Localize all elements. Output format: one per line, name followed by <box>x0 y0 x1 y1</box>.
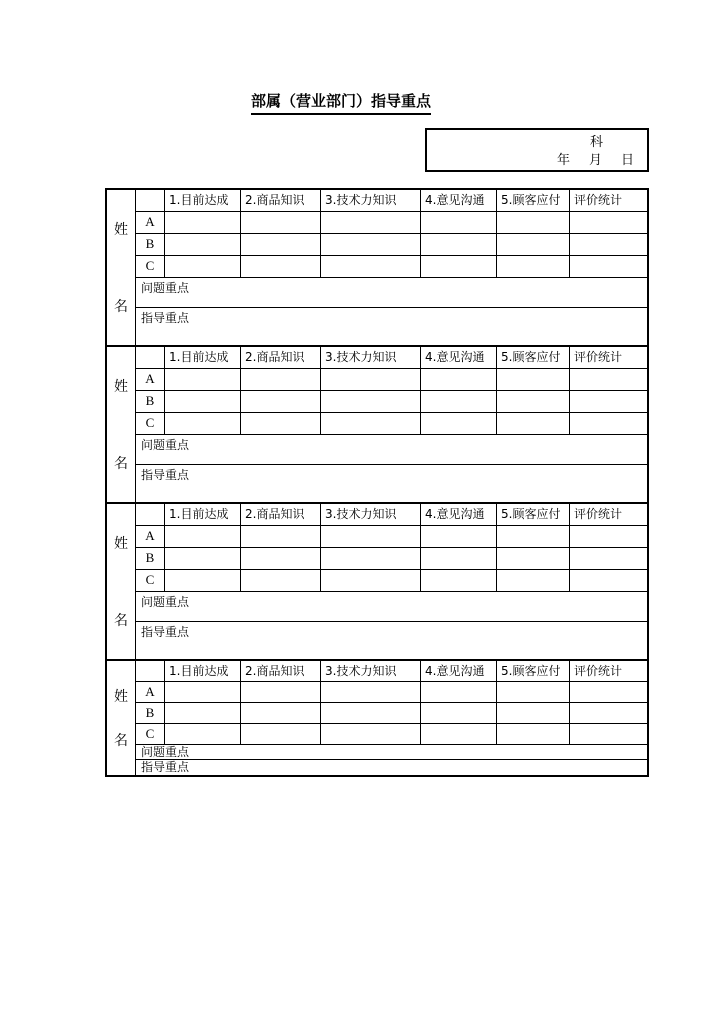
score-cell[interactable] <box>241 570 321 591</box>
column-header-communication: 4.意见沟通 <box>421 190 497 211</box>
problem-row <box>136 745 647 760</box>
column-header-customer-handling: 5.顾客应付 <box>497 504 570 525</box>
column-header-product-knowledge: 2.商品知识 <box>241 504 321 525</box>
column-header-evaluation-summary: 评价统计 <box>574 193 623 207</box>
evaluation-section <box>107 661 647 775</box>
score-cell[interactable] <box>421 570 497 591</box>
evaluation-section <box>107 504 647 661</box>
row-label-b: B <box>136 703 165 723</box>
row-label-a: A <box>136 526 165 547</box>
guidance-label: 指导重点 <box>141 625 190 639</box>
score-cell[interactable] <box>421 548 497 569</box>
evaluation-section <box>107 347 647 504</box>
score-cell[interactable] <box>421 413 497 434</box>
page-title: 部属（营业部门）指导重点 <box>251 90 431 115</box>
table-row-a <box>136 212 647 234</box>
problem-row <box>136 278 647 308</box>
section-rows <box>136 347 647 502</box>
column-header-evaluation-summary: 评价统计 <box>574 664 623 678</box>
column-header-goal: 1.目前达成 <box>165 504 241 525</box>
problem-label: 问题重点 <box>141 438 190 452</box>
score-cell[interactable] <box>497 413 570 434</box>
problem-label: 问题重点 <box>141 281 190 295</box>
column-header-product-knowledge: 2.商品知识 <box>241 347 321 368</box>
name-label-column <box>107 504 136 659</box>
corner-cell <box>136 661 165 681</box>
score-cell[interactable] <box>570 369 647 390</box>
score-cell[interactable] <box>497 682 570 702</box>
name-label-bottom: 名 <box>114 456 128 473</box>
column-header-communication: 4.意见沟通 <box>421 347 497 368</box>
score-cell[interactable] <box>321 212 421 233</box>
score-cell[interactable] <box>241 682 321 702</box>
score-cell[interactable] <box>321 256 421 277</box>
score-cell[interactable] <box>497 570 570 591</box>
score-cell[interactable] <box>570 548 647 569</box>
guidance-field[interactable] <box>136 760 647 775</box>
score-cell[interactable] <box>570 526 647 547</box>
score-cell[interactable] <box>570 703 647 723</box>
problem-row <box>136 435 647 465</box>
score-cell[interactable] <box>241 526 321 547</box>
name-label-top: 姓 <box>114 221 128 238</box>
column-header-customer-handling: 5.顾客应付 <box>497 661 570 681</box>
table-row-c <box>136 256 647 278</box>
name-label-bottom: 名 <box>114 299 128 316</box>
score-cell[interactable] <box>497 212 570 233</box>
section-rows <box>136 661 647 775</box>
score-cell[interactable] <box>421 256 497 277</box>
name-label-column <box>107 661 136 775</box>
score-cell[interactable] <box>570 391 647 412</box>
name-label-top: 姓 <box>114 688 128 705</box>
column-header-communication: 4.意见沟通 <box>421 504 497 525</box>
section-rows <box>136 504 647 659</box>
table-row-a <box>136 682 647 703</box>
problem-field[interactable] <box>136 278 647 307</box>
score-cell[interactable] <box>497 391 570 412</box>
column-header-product-knowledge: 2.商品知识 <box>241 661 321 681</box>
guidance-label: 指导重点 <box>141 468 190 482</box>
score-cell[interactable] <box>321 234 421 255</box>
score-cell[interactable] <box>321 703 421 723</box>
score-cell[interactable] <box>165 234 241 255</box>
column-header-evaluation-summary: 评价统计 <box>574 507 623 521</box>
date-label: 年 月 日 <box>556 153 637 168</box>
score-cell[interactable] <box>241 724 321 744</box>
guidance-row <box>136 308 647 345</box>
table-header-row <box>136 190 647 212</box>
column-header-technical-knowledge: 3.技术力知识 <box>321 661 421 681</box>
row-label-b: B <box>136 548 165 569</box>
score-cell[interactable] <box>321 682 421 702</box>
score-cell[interactable] <box>241 234 321 255</box>
name-label-column <box>107 190 136 345</box>
score-cell[interactable] <box>421 703 497 723</box>
table-row-c <box>136 570 647 592</box>
score-cell[interactable] <box>321 391 421 412</box>
score-cell[interactable] <box>321 548 421 569</box>
corner-cell <box>136 190 165 211</box>
problem-label: 问题重点 <box>141 745 190 759</box>
score-cell[interactable] <box>570 234 647 255</box>
score-cell[interactable] <box>241 369 321 390</box>
name-label-column <box>107 347 136 502</box>
guidance-label: 指导重点 <box>141 760 190 774</box>
score-cell[interactable] <box>570 212 647 233</box>
guidance-field[interactable] <box>136 465 647 502</box>
name-label-top: 姓 <box>114 535 128 552</box>
score-cell[interactable] <box>241 548 321 569</box>
table-header-row <box>136 504 647 526</box>
score-cell[interactable] <box>241 703 321 723</box>
table-header-row <box>136 347 647 369</box>
score-cell[interactable] <box>497 256 570 277</box>
score-cell[interactable] <box>165 682 241 702</box>
row-label-a: A <box>136 212 165 233</box>
column-header-goal: 1.目前达成 <box>165 347 241 368</box>
problem-label: 问题重点 <box>141 595 190 609</box>
column-header-goal: 1.目前达成 <box>165 190 241 211</box>
score-cell[interactable] <box>321 369 421 390</box>
name-label-top: 姓 <box>114 378 128 395</box>
section-rows <box>136 190 647 345</box>
score-cell[interactable] <box>570 682 647 702</box>
score-cell[interactable] <box>321 413 421 434</box>
date-box <box>425 128 649 172</box>
score-cell[interactable] <box>165 570 241 591</box>
evaluation-section <box>107 190 647 347</box>
table-row-a <box>136 526 647 548</box>
score-cell[interactable] <box>497 724 570 744</box>
score-cell[interactable] <box>241 413 321 434</box>
score-cell[interactable] <box>165 724 241 744</box>
score-cell[interactable] <box>241 256 321 277</box>
score-cell[interactable] <box>421 391 497 412</box>
table-row-b <box>136 391 647 413</box>
score-cell[interactable] <box>165 526 241 547</box>
column-header-product-knowledge: 2.商品知识 <box>241 190 321 211</box>
column-header-customer-handling: 5.顾客应付 <box>497 347 570 368</box>
guidance-row <box>136 622 647 659</box>
problem-field[interactable] <box>136 592 647 621</box>
row-label-b: B <box>136 391 165 412</box>
score-cell[interactable] <box>321 570 421 591</box>
score-cell[interactable] <box>497 703 570 723</box>
column-header-technical-knowledge: 3.技术力知识 <box>321 504 421 525</box>
table-row-c <box>136 413 647 435</box>
department-label: 科 <box>589 135 603 150</box>
score-cell[interactable] <box>321 724 421 744</box>
form-table <box>105 188 649 777</box>
score-cell[interactable] <box>165 391 241 412</box>
score-cell[interactable] <box>570 570 647 591</box>
guidance-field[interactable] <box>136 622 647 659</box>
table-row-a <box>136 369 647 391</box>
column-header-communication: 4.意见沟通 <box>421 661 497 681</box>
guidance-row <box>136 465 647 502</box>
score-cell[interactable] <box>165 212 241 233</box>
row-label-c: C <box>136 724 165 744</box>
score-cell[interactable] <box>421 234 497 255</box>
row-label-a: A <box>136 682 165 702</box>
score-cell[interactable] <box>421 682 497 702</box>
score-cell[interactable] <box>570 256 647 277</box>
problem-row <box>136 592 647 622</box>
score-cell[interactable] <box>165 703 241 723</box>
corner-cell <box>136 347 165 368</box>
table-row-b <box>136 548 647 570</box>
score-cell[interactable] <box>165 256 241 277</box>
score-cell[interactable] <box>165 413 241 434</box>
score-cell[interactable] <box>497 369 570 390</box>
problem-field[interactable] <box>136 435 647 464</box>
score-cell[interactable] <box>421 369 497 390</box>
column-header-technical-knowledge: 3.技术力知识 <box>321 190 421 211</box>
score-cell[interactable] <box>321 526 421 547</box>
name-label-bottom: 名 <box>114 733 128 750</box>
score-cell[interactable] <box>165 369 241 390</box>
column-header-evaluation-summary: 评价统计 <box>574 350 623 364</box>
table-row-c <box>136 724 647 745</box>
row-label-c: C <box>136 413 165 434</box>
row-label-b: B <box>136 234 165 255</box>
name-label-bottom: 名 <box>114 613 128 630</box>
problem-field[interactable] <box>136 745 647 759</box>
row-label-c: C <box>136 256 165 277</box>
row-label-c: C <box>136 570 165 591</box>
score-cell[interactable] <box>165 548 241 569</box>
score-cell[interactable] <box>421 526 497 547</box>
table-header-row <box>136 661 647 682</box>
table-row-b <box>136 234 647 256</box>
guidance-row <box>136 760 647 775</box>
corner-cell <box>136 504 165 525</box>
table-row-b <box>136 703 647 724</box>
score-cell[interactable] <box>497 234 570 255</box>
score-cell[interactable] <box>570 724 647 744</box>
score-cell[interactable] <box>497 548 570 569</box>
title-area <box>105 90 577 115</box>
score-cell[interactable] <box>497 526 570 547</box>
column-header-customer-handling: 5.顾客应付 <box>497 190 570 211</box>
score-cell[interactable] <box>570 413 647 434</box>
guidance-field[interactable] <box>136 308 647 345</box>
column-header-goal: 1.目前达成 <box>165 661 241 681</box>
score-cell[interactable] <box>241 391 321 412</box>
guidance-label: 指导重点 <box>141 311 190 325</box>
score-cell[interactable] <box>421 212 497 233</box>
column-header-technical-knowledge: 3.技术力知识 <box>321 347 421 368</box>
score-cell[interactable] <box>241 212 321 233</box>
score-cell[interactable] <box>421 724 497 744</box>
row-label-a: A <box>136 369 165 390</box>
